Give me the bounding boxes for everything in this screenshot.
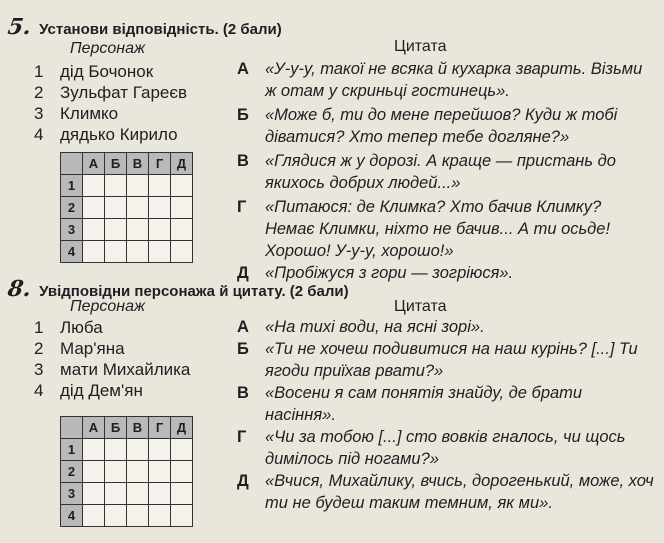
grid-cell[interactable] <box>105 197 127 219</box>
task-instruction: Установи відповідність. (2 бали) <box>39 21 282 38</box>
character-name: дід Бочонок <box>60 62 154 81</box>
character-list <box>34 318 190 402</box>
grid-cell[interactable] <box>105 241 127 263</box>
task-number: 8. <box>6 276 33 302</box>
quote-text: «Питаюся: де Климка? Хто бачив Климку? Немає Климки, ніхто не бачив... А ти осьде! Хорошо! У-у-у, хорошо!» <box>265 198 611 260</box>
grid-cell[interactable] <box>105 505 127 527</box>
grid-cell[interactable] <box>105 439 127 461</box>
quote-list <box>237 58 655 284</box>
grid-cell[interactable] <box>171 241 193 263</box>
quote-letter: Г <box>237 198 247 216</box>
grid-cell[interactable] <box>149 461 171 483</box>
task-instruction: Увідповідни персонажа й цитату. (2 бали) <box>39 283 349 300</box>
task-header <box>8 14 282 40</box>
grid-cell[interactable] <box>149 483 171 505</box>
grid-cell[interactable] <box>105 175 127 197</box>
character-name: мати Михайлика <box>60 360 191 379</box>
quote-list <box>237 316 655 536</box>
quotes-header: Цитата <box>394 38 447 55</box>
grid-cell[interactable] <box>127 505 149 527</box>
grid-cell[interactable] <box>171 197 193 219</box>
grid-cell[interactable] <box>171 483 193 505</box>
grid-cell[interactable] <box>83 197 105 219</box>
character-number: 3 <box>34 360 44 379</box>
grid-cell[interactable] <box>149 175 171 197</box>
quote-text: «Може б, ти до мене перейшов? Куди ж тобі діватися? Хто тепер тебе догляне?» <box>265 106 618 146</box>
quote-item <box>237 426 655 470</box>
quote-item <box>237 150 655 196</box>
quote-letter: Г <box>237 428 247 446</box>
quote-text: «Восени я сам понятія знайду, де брати насіння». <box>265 384 583 424</box>
quote-text: «Пробіжуся з гори — зогріюся». <box>265 264 514 282</box>
quote-letter: В <box>237 384 249 402</box>
quote-item <box>237 104 655 150</box>
character-name: дід Дем'ян <box>60 381 143 400</box>
quote-letter: В <box>237 152 249 170</box>
quote-item <box>237 338 655 382</box>
quote-item <box>237 58 655 104</box>
quote-text: «Ти не хочеш подивитися на наш курінь? [...] Ти ягоди приїхав рвати?» <box>265 340 638 380</box>
character-item <box>34 339 190 360</box>
grid-cell[interactable] <box>83 505 105 527</box>
grid-row-header: 4 <box>61 505 83 527</box>
character-item <box>34 62 187 83</box>
grid-col-header: Г <box>149 417 171 439</box>
grid-cell[interactable] <box>127 241 149 263</box>
grid-col-header: В <box>127 417 149 439</box>
grid-col-header: Б <box>105 153 127 175</box>
grid-row-header: 2 <box>61 197 83 219</box>
character-number: 3 <box>34 104 44 123</box>
quote-text: «На тихі води, на ясні зорі». <box>265 318 485 336</box>
quote-text: «Вчися, Михайлику, вчись, дорогенький, може, хоч ти не будеш таким темним, як ми». <box>265 472 654 512</box>
grid-cell[interactable] <box>171 439 193 461</box>
quote-item <box>237 316 655 338</box>
grid-cell[interactable] <box>171 219 193 241</box>
grid-col-header: В <box>127 153 149 175</box>
grid-cell[interactable] <box>149 241 171 263</box>
character-item <box>34 360 190 381</box>
grid-cell[interactable] <box>171 175 193 197</box>
grid-corner <box>61 417 83 439</box>
grid-cell[interactable] <box>83 461 105 483</box>
character-number: 2 <box>34 83 44 102</box>
quote-letter: Б <box>237 340 249 358</box>
quote-text: «Чи за тобою [...] сто вовків гналось, чи щось димілось під ногами?» <box>265 428 626 468</box>
grid-cell[interactable] <box>105 219 127 241</box>
grid-cell[interactable] <box>149 505 171 527</box>
grid-cell[interactable] <box>171 461 193 483</box>
grid-col-header: А <box>83 417 105 439</box>
character-name: дядько Кирило <box>60 125 178 144</box>
character-name: Климко <box>60 104 119 123</box>
quote-item <box>237 382 655 426</box>
quote-letter: Д <box>237 264 249 282</box>
answer-grid <box>60 152 193 263</box>
grid-cell[interactable] <box>83 175 105 197</box>
grid-row-header: 3 <box>61 219 83 241</box>
character-item <box>34 83 187 104</box>
grid-cell[interactable] <box>83 483 105 505</box>
character-number: 1 <box>34 318 44 337</box>
task-header <box>8 276 349 302</box>
grid-corner <box>61 153 83 175</box>
grid-col-header: Б <box>105 417 127 439</box>
grid-cell[interactable] <box>127 461 149 483</box>
character-name: Зульфат Гареєв <box>60 83 188 102</box>
grid-row-header: 3 <box>61 483 83 505</box>
grid-cell[interactable] <box>83 219 105 241</box>
grid-cell[interactable] <box>127 483 149 505</box>
grid-cell[interactable] <box>105 461 127 483</box>
grid-cell[interactable] <box>127 197 149 219</box>
character-name: Мар'яна <box>60 339 125 358</box>
grid-cell[interactable] <box>149 197 171 219</box>
grid-row-header: 4 <box>61 241 83 263</box>
grid-col-header: А <box>83 153 105 175</box>
grid-cell[interactable] <box>171 505 193 527</box>
grid-row-header: 2 <box>61 461 83 483</box>
grid-cell[interactable] <box>83 439 105 461</box>
answer-grid <box>60 416 193 527</box>
grid-col-header: Д <box>171 153 193 175</box>
quote-letter: Д <box>237 472 249 490</box>
quote-text: «У-у-у, такої не всяка й кухарка зварить. Візьми ж отам у скриньці гостинець». <box>265 60 643 100</box>
quote-letter: А <box>237 318 249 336</box>
grid-cell[interactable] <box>127 175 149 197</box>
character-number: 2 <box>34 339 44 358</box>
grid-cell[interactable] <box>127 219 149 241</box>
character-number: 4 <box>34 125 44 144</box>
character-number: 1 <box>34 62 44 81</box>
character-name: Люба <box>60 318 103 337</box>
character-list <box>34 62 187 146</box>
grid-cell[interactable] <box>127 439 149 461</box>
quotes-header: Цитата <box>394 298 447 315</box>
quote-item <box>237 470 655 536</box>
task-number: 5. <box>6 14 33 40</box>
character-item <box>34 381 190 402</box>
grid-cell[interactable] <box>83 241 105 263</box>
grid-cell[interactable] <box>105 483 127 505</box>
grid-col-header: Г <box>149 153 171 175</box>
character-item <box>34 104 187 125</box>
grid-cell[interactable] <box>149 439 171 461</box>
character-item <box>34 318 190 339</box>
grid-col-header: Д <box>171 417 193 439</box>
characters-header: Персонаж <box>70 40 145 57</box>
grid-cell[interactable] <box>149 219 171 241</box>
quote-text: «Глядися ж у дорозі. А краще — пристань до якихось добрих людей...» <box>265 152 616 192</box>
quote-item <box>237 196 655 262</box>
character-item <box>34 125 187 146</box>
quote-letter: Б <box>237 106 249 124</box>
quote-letter: А <box>237 60 249 78</box>
character-number: 4 <box>34 381 44 400</box>
characters-header: Персонаж <box>70 298 145 315</box>
grid-row-header: 1 <box>61 439 83 461</box>
grid-row-header: 1 <box>61 175 83 197</box>
